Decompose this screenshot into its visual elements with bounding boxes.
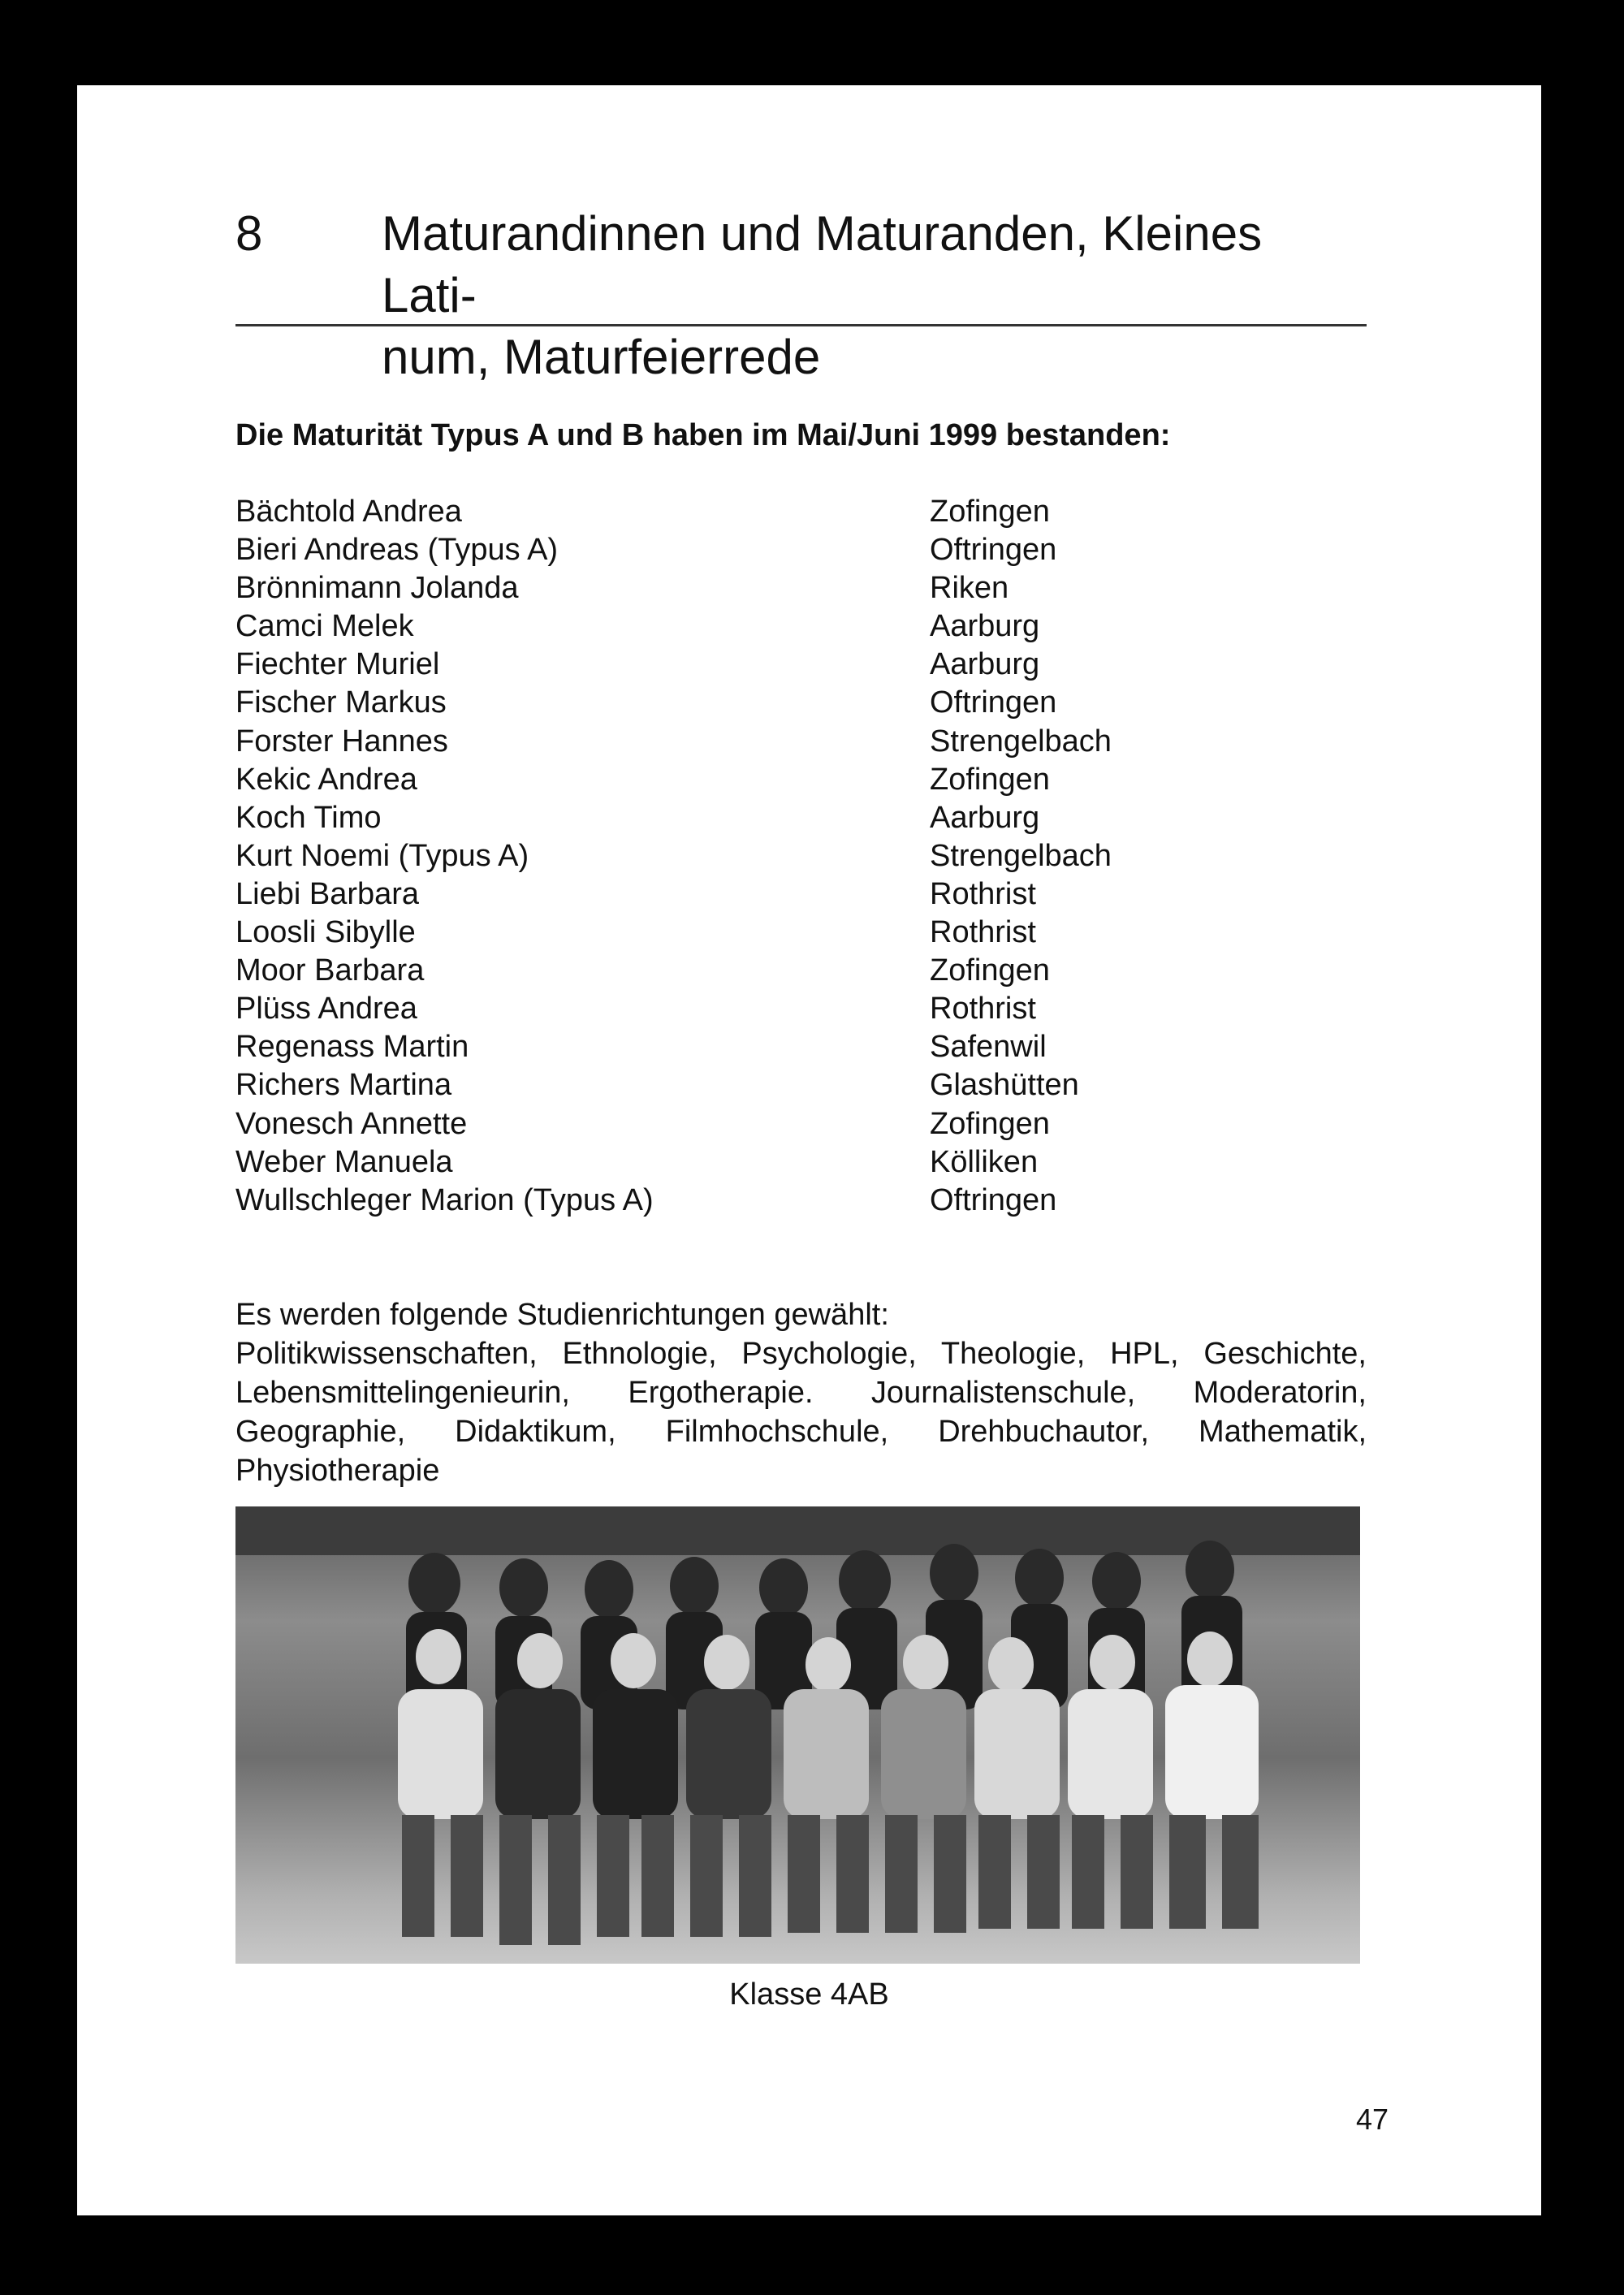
graduate-row <box>235 1066 1210 1104</box>
page-number: 47 <box>1355 2103 1389 2136</box>
graduate-name: Forster Hannes <box>235 724 448 759</box>
chapter-title <box>382 203 1356 388</box>
graduate-row <box>235 723 1210 761</box>
graduate-town: Aarburg <box>930 800 1040 835</box>
heading-rule <box>235 324 1367 326</box>
graduate-name: Bieri Andreas (Typus A) <box>235 533 559 568</box>
chapter-title-line-1: Maturandinnen und Maturanden, Kleines Lati- <box>382 206 1263 322</box>
graduate-town: Rothrist <box>930 915 1036 950</box>
graduate-town: Strengelbach <box>930 724 1112 759</box>
graduate-name: Wullschleger Marion (Typus A) <box>235 1182 654 1217</box>
graduates-list <box>235 493 1210 1220</box>
graduate-name: Vonesch Annette <box>235 1106 468 1141</box>
graduate-name: Koch Timo <box>235 800 382 835</box>
graduate-row <box>235 569 1210 607</box>
graduate-town: Rothrist <box>930 876 1036 911</box>
graduate-town: Oftringen <box>930 533 1057 568</box>
class-photo-image <box>235 1506 1360 1964</box>
graduate-row <box>235 607 1210 646</box>
graduate-name: Loosli Sibylle <box>235 915 416 950</box>
graduate-town: Aarburg <box>930 647 1040 682</box>
graduate-name: Camci Melek <box>235 609 414 644</box>
graduate-town: Zofingen <box>930 953 1050 988</box>
class-photo <box>235 1506 1360 1964</box>
graduate-name: Fiechter Muriel <box>235 647 440 682</box>
graduate-row <box>235 914 1210 952</box>
graduate-town: Safenwil <box>930 1030 1047 1065</box>
studies-heading: Es werden folgende Studienrichtungen gewählt: <box>235 1298 889 1332</box>
graduate-name: Fischer Markus <box>235 685 447 720</box>
graduate-row <box>235 1105 1210 1143</box>
graduate-name: Liebi Barbara <box>235 876 420 911</box>
graduate-row <box>235 799 1210 837</box>
chapter-title-line-2: num, Maturfeierrede <box>382 330 821 384</box>
graduate-row <box>235 837 1210 875</box>
graduate-name: Plüss Andrea <box>235 992 417 1026</box>
graduate-name: Kurt Noemi (Typus A) <box>235 838 529 873</box>
graduate-town: Rothrist <box>930 992 1036 1026</box>
graduate-town: Oftringen <box>930 685 1057 720</box>
graduate-row <box>235 531 1210 569</box>
graduate-town: Zofingen <box>930 762 1050 797</box>
graduate-town: Oftringen <box>930 1182 1057 1217</box>
graduate-row <box>235 684 1210 722</box>
graduate-row <box>235 1143 1210 1182</box>
graduate-row <box>235 875 1210 914</box>
graduate-town: Zofingen <box>930 1106 1050 1141</box>
graduate-name: Bächtold Andrea <box>235 495 462 529</box>
graduate-town: Strengelbach <box>930 838 1112 873</box>
graduate-town: Glashütten <box>930 1068 1079 1103</box>
studies-section <box>235 1295 1367 1490</box>
graduate-row <box>235 990 1210 1028</box>
chapter-number: 8 <box>235 206 263 261</box>
graduate-row <box>235 761 1210 799</box>
graduate-row <box>235 952 1210 990</box>
graduate-town: Aarburg <box>930 609 1040 644</box>
studies-fields: Politikwissenschaften, Ethnologie, Psychologie, Theologie, HPL, Geschichte, Lebensmittelingenieurin, Ergotherapie. Journalistenschule, Moderatorin, Geographie, Didaktikum, Filmhochschule, Drehbuchautor, Mathematik, Physiotherapie <box>235 1337 1367 1488</box>
graduate-town: Riken <box>930 571 1009 606</box>
graduate-name: Weber Manuela <box>235 1144 453 1179</box>
graduate-row <box>235 1182 1210 1220</box>
graduate-row <box>235 646 1210 684</box>
graduate-row <box>235 493 1210 531</box>
graduates-intro: Die Maturität Typus A und B haben im Mai/Juni 1999 bestanden: <box>235 418 1171 452</box>
graduate-name: Moor Barbara <box>235 953 425 988</box>
graduate-town: Kölliken <box>930 1144 1039 1179</box>
photo-caption: Klasse 4AB <box>729 1977 889 2012</box>
graduate-name: Richers Martina <box>235 1068 452 1103</box>
graduate-name: Regenass Martin <box>235 1030 469 1065</box>
document-page <box>77 85 1541 2215</box>
graduate-town: Zofingen <box>930 495 1050 529</box>
graduate-row <box>235 1028 1210 1066</box>
graduate-name: Brönnimann Jolanda <box>235 571 519 606</box>
graduate-name: Kekic Andrea <box>235 762 417 797</box>
